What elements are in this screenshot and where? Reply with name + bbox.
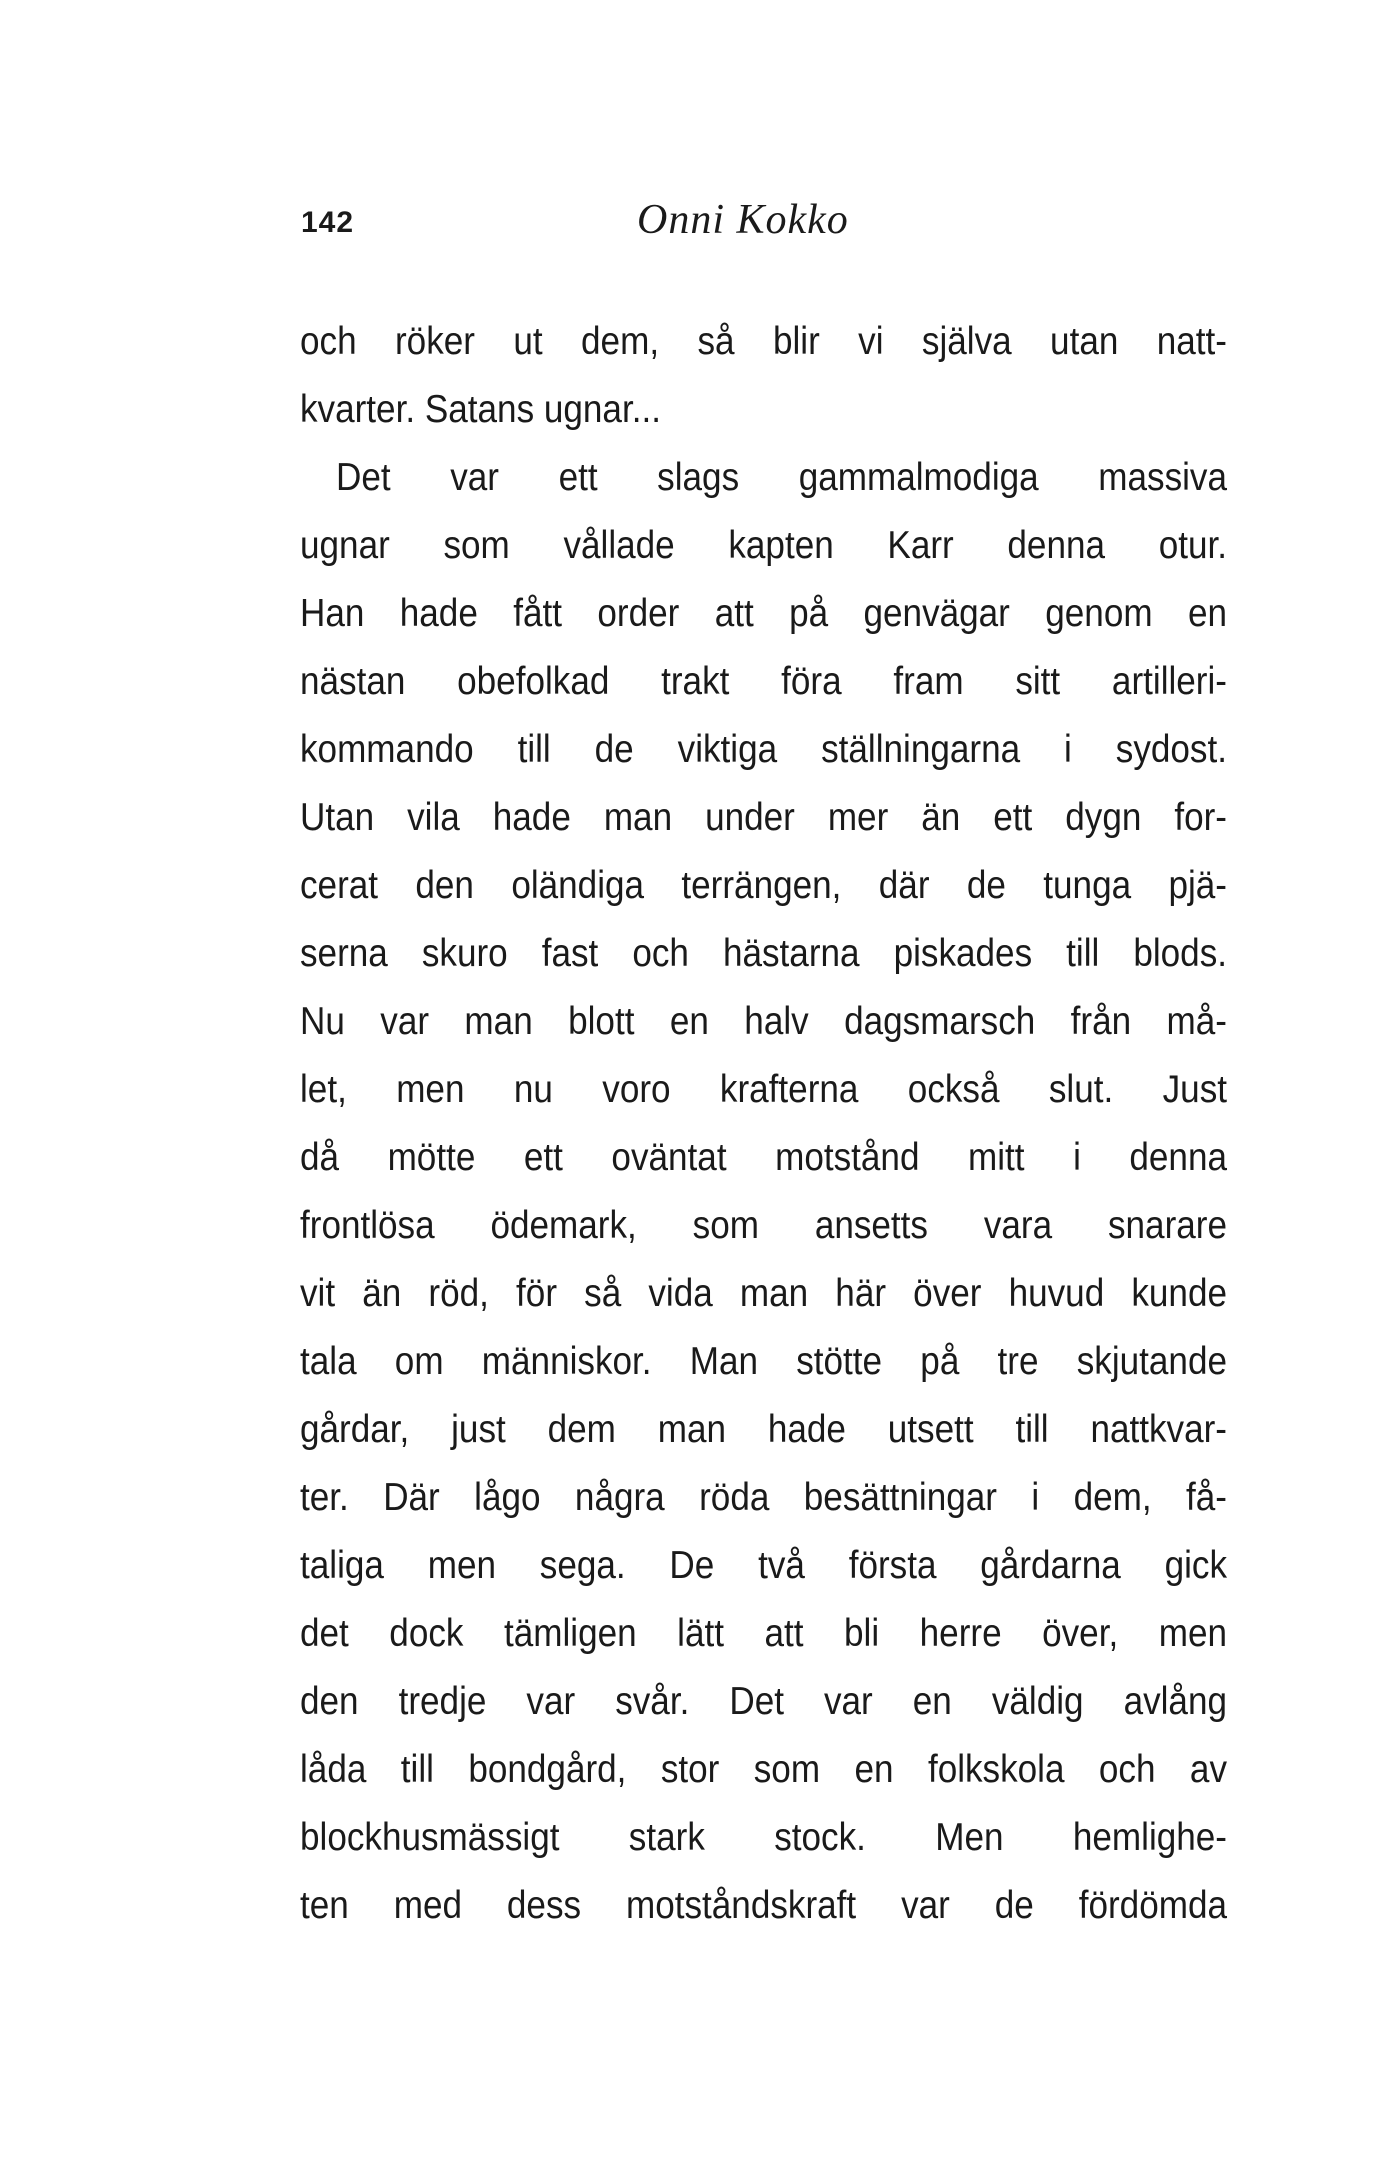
text-line: Det var ett slags gammalmodiga massiva xyxy=(336,456,1227,499)
text-line: då mötte ett oväntat motstånd mitt i denna xyxy=(300,1136,1227,1179)
text-line: let, men nu voro krafterna också slut. Just xyxy=(300,1068,1227,1111)
text-line: ter. Där lågo några röda besättningar i dem, få- xyxy=(300,1476,1227,1519)
text-line: tala om människor. Man stötte på tre skjutande xyxy=(300,1340,1227,1383)
text-line: ugnar som vållade kapten Karr denna otur. xyxy=(300,524,1227,567)
text-line: Nu var man blott en halv dagsmarsch från må- xyxy=(300,1000,1227,1043)
text-line: det dock tämligen lätt att bli herre över, men xyxy=(300,1612,1227,1655)
text-line: kommando till de viktiga ställningarna i sydost. xyxy=(300,728,1227,771)
running-head xyxy=(301,196,1241,246)
text-line: och röker ut dem, så blir vi själva utan natt- xyxy=(300,320,1227,363)
page-number: 142 xyxy=(301,206,355,239)
text-line: nästan obefolkad trakt föra fram sitt artilleri- xyxy=(300,660,1227,703)
text-line: vit än röd, för så vida man här över huvud kunde xyxy=(300,1272,1227,1315)
text-line: gårdar, just dem man hade utsett till nattkvar- xyxy=(300,1408,1227,1451)
text-line: cerat den oländiga terrängen, där de tunga pjä- xyxy=(300,864,1227,907)
body-text xyxy=(300,308,1230,1940)
text-line: blockhusmässigt stark stock. Men hemlighe- xyxy=(300,1816,1227,1859)
text-line: taliga men sega. De två första gårdarna gick xyxy=(300,1544,1227,1587)
text-line: serna skuro fast och hästarna piskades till blods. xyxy=(300,932,1227,975)
text-line: låda till bondgård, stor som en folkskola och av xyxy=(300,1748,1227,1791)
text-line: kvarter. Satans ugnar... xyxy=(300,388,661,431)
text-line: frontlösa ödemark, som ansetts vara snarare xyxy=(300,1204,1227,1247)
text-line: den tredje var svår. Det var en väldig avlång xyxy=(300,1680,1227,1723)
running-head-author: Onni Kokko xyxy=(637,197,849,243)
text-line: Han hade fått order att på genvägar genom en xyxy=(300,592,1227,635)
text-line: ten med dess motståndskraft var de fördömda xyxy=(300,1884,1227,1927)
text-line: Utan vila hade man under mer än ett dygn for- xyxy=(300,796,1227,839)
